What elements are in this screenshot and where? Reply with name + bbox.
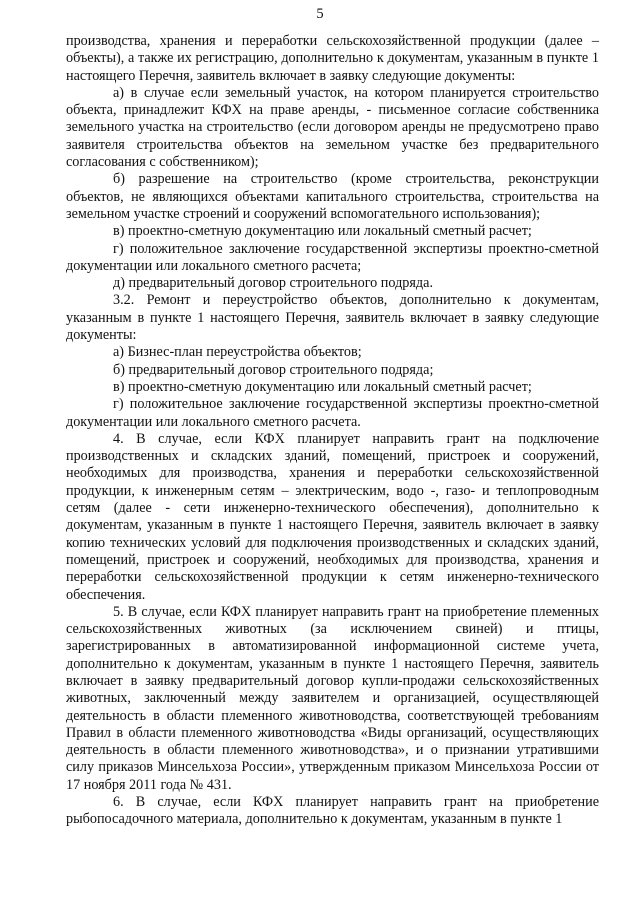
paragraph-p6: д) предварительный договор строительного подряда. [113, 275, 433, 292]
page-number: 5 [316, 6, 324, 22]
paragraph-p5: г) положительное заключение государственной экспертизы проектно-сметной документации или локального сметного расчета; [66, 240, 599, 274]
paragraph-p3: б) разрешение на строительство (кроме строительства, реконструкции объектов, не являющихся объектами капитального строительства, строительства на земельном участке строений и сооружений вспомогательного использования); [66, 171, 599, 222]
paragraph-p1: производства, хранения и переработки сельскохозяйственной продукции (далее – объекты), а также их регистрацию, дополнительно к документам, указанным в пункте 1 настоящего Перечня, заявитель включает в заявку следующие документы: [66, 33, 599, 84]
paragraph-p9: б) предварительный договор строительного подряда; [113, 361, 434, 378]
paragraph-p11: г) положительное заключение государственной экспертизы проектно-сметной документации или локального сметного расчета. [66, 396, 599, 430]
paragraph-p7: 3.2. Ремонт и переустройство объектов, дополнительно к документам, указанным в пункте 1 настоящего Перечня, заявитель включает в заявку следующие документы: [66, 292, 599, 344]
paragraph-p14: 6. В случае, если КФХ планирует направить грант на приобретение рыбопосадочного материала, дополнительно к документам, указанным в пункте 1 [66, 794, 599, 828]
paragraph-p2: а) в случае если земельный участок, на котором планируется строительство объекта, принадлежит КФХ на праве аренды, - письменное согласие собственника земельного участка на строительство (если договором аренды не предусмотрено право заявителя строительства объектов на земельном участке без предварительного согласования с собственником); [66, 84, 599, 171]
paragraph-p4: в) проектно-сметную документацию или локальный сметный расчет; [113, 223, 532, 240]
paragraph-p10: в) проектно-сметную документацию или локальный сметный расчет; [113, 378, 532, 395]
paragraph-p8: а) Бизнес-план переустройства объектов; [113, 344, 362, 361]
paragraph-p12: 4. В случае, если КФХ планирует направить грант на подключение производственных и складских зданий, помещений, пристроек и сооружений, необходимых для производства, хранения и переработки сельскохозяйственной продукции, к инженерным сетям – электрическим, водо -, газо- и теплопроводным сетям (далее - сети инженерно-технического обеспечения), дополнительно к документам, указанным в пункте 1 настоящего Перечня, заявитель включает в заявку копию технических условий для подключения производственных и складских зданий, помещений, пристроек и сооружений, необходимых для производства, хранения и переработки сельскохозяйственной продукции к сетям инженерно-технического обеспечения. [66, 430, 599, 603]
paragraph-p13: 5. В случае, если КФХ планирует направить грант на приобретение племенных сельскохозяйственных животных (за исключением свиней) и птицы, зарегистрированных в автоматизированной информационной системе учета, дополнительно к документам, указанным в пункте 1 настоящего Перечня, заявитель включает в заявку предварительный договор купли-продажи сельскохозяйственных животных, заключенный между заявителем и организацией, осуществляющей деятельность в области племенного животноводства, соответствующей требованиям Правил в области племенного животноводства «Виды организаций, осуществляющих деятельность в области племенного животноводства», и о признании утратившими силу приказов Минсельхоза России», утвержденным приказом Минсельхоза России от 17 ноября 2011 года № 431. [66, 603, 599, 793]
document-body [66, 33, 599, 829]
